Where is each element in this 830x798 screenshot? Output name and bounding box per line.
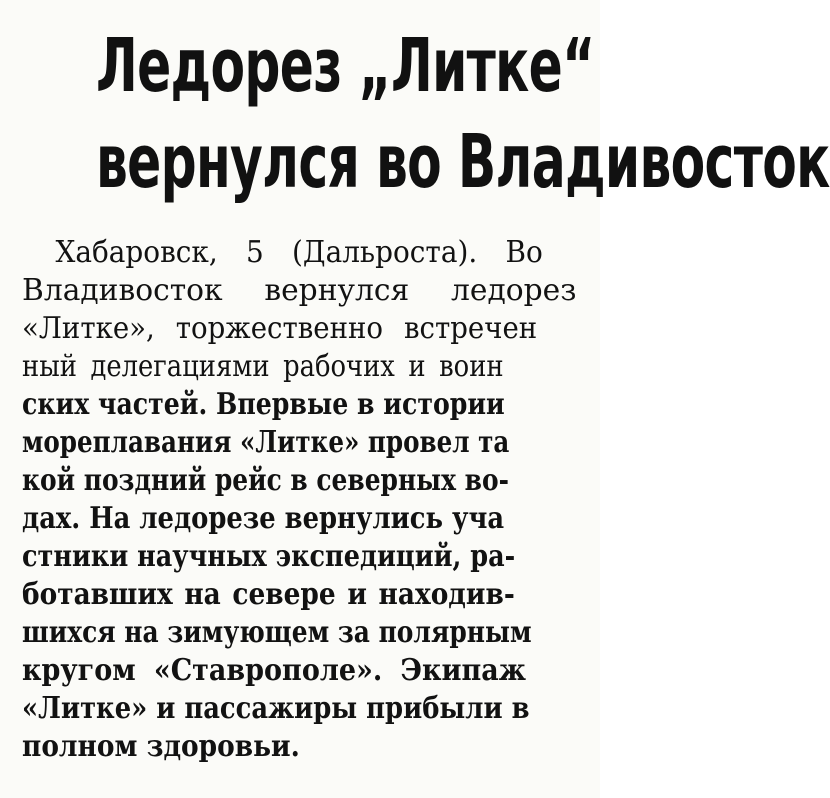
- article-body: [22, 234, 582, 766]
- article-headline: [96, 18, 830, 210]
- body-line-2: Владивосток вернулся ледорез: [22, 273, 577, 308]
- body-line-13: «Литке» и пассажиры прибыли в: [22, 691, 530, 726]
- body-line-3: «Литке», торжественно встречен: [22, 311, 538, 346]
- body-line-14: полном здоровьи.: [22, 729, 300, 764]
- body-line-8: дах. На ледорезе вернулись уча: [22, 501, 505, 536]
- headline-line-1: Ледорез „Литке“: [96, 23, 595, 109]
- body-line-11: шихся на зимующем за полярным: [22, 615, 532, 650]
- body-line-12: кругом «Ставрополе». Экипаж: [22, 653, 526, 688]
- body-line-4: ный делегациями рабочих и воин: [22, 349, 504, 384]
- headline-line-2: вернулся во Владивосток: [96, 119, 830, 205]
- body-line-1: Хабаровск, 5 (Дальроста). Во: [55, 235, 543, 270]
- body-line-6: мореплавания «Литке» провел та: [22, 425, 510, 460]
- body-line-9: стники научных экспедиций, ра-: [22, 539, 516, 574]
- body-line-5: ских частей. Впервые в истории: [22, 387, 505, 422]
- body-line-10: ботавших на севере и находив-: [22, 577, 515, 612]
- body-line-7: кой поздний рейс в северных во-: [22, 463, 509, 498]
